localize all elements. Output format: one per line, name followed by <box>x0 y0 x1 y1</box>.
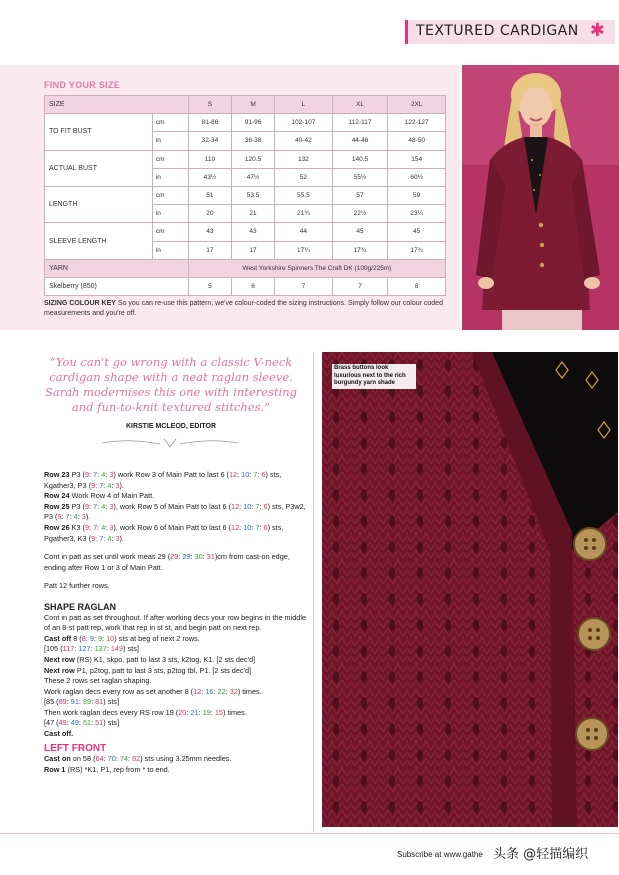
patt-12: Patt 12 further rows. <box>44 581 110 591</box>
yarn-name: West Yorkshire Spinners The Craft DK (100g/225m) <box>188 259 445 277</box>
table-row <box>45 150 446 168</box>
value-cell: 55½ <box>332 168 388 186</box>
value-cell: 20 <box>188 205 231 223</box>
size-col-2xl: 2XL <box>388 96 446 114</box>
value-cell: 45 <box>332 223 388 241</box>
value-cell: 154 <box>388 150 446 168</box>
value-cell: 7 <box>275 277 333 295</box>
value-cell: 8 <box>388 277 446 295</box>
next-row-2: Next row P1, p2tog, patt to last 3 sts, p2tog tbl, P1. [2 sts dec'd] <box>44 665 252 675</box>
sts-85: [85 (89: 91: 89: 81) sts] <box>44 697 120 707</box>
value-cell: 17¾ <box>332 241 388 259</box>
value-cell: 122-127 <box>388 114 446 132</box>
row-1: Row 1 (RS) *K1, P1, rep from * to end. <box>44 764 170 774</box>
row-23: Row 23 P3 (9: 7: 4: 3) work Row 3 of Main Patt to last 6 (12: 10: 7: 6) sts, Kgather3, P3 (9: 7: 4: 3). <box>44 470 282 490</box>
value-cell: 43½ <box>188 168 231 186</box>
value-cell: 57 <box>332 186 388 204</box>
value-cell: 102-107 <box>275 114 333 132</box>
value-cell: 21¾ <box>275 205 333 223</box>
find-size-heading: FIND YOUR SIZE <box>44 80 121 90</box>
knit-detail-illustration <box>322 352 618 827</box>
value-cell: 120.5 <box>231 150 274 168</box>
value-cell: 44-46 <box>332 132 388 150</box>
quote-attribution: KIRSTIE MCLEOD, EDITOR <box>125 423 217 430</box>
size-header-row <box>45 96 446 114</box>
cast-on-row: Cast on on 58 (64: 70: 74: 82) sts using 3.25mm needles. <box>44 754 232 764</box>
value-cell: 43 <box>231 223 274 241</box>
value-cell: 7 <box>332 277 388 295</box>
value-cell: 140.5 <box>332 150 388 168</box>
value-cell: 43 <box>188 223 231 241</box>
row-24: Row 24 Work Row 4 of Main Patt. <box>44 491 155 501</box>
key-text: So you can re-use this pattern, we've colour-coded the sizing instructions. Simply follow our colour coded measurements and you're off. <box>44 300 443 317</box>
row-label-bust: TO FIT BUST <box>45 114 153 150</box>
value-cell: 40-42 <box>275 132 333 150</box>
value-cell: 51 <box>188 186 231 204</box>
table-row <box>45 223 446 241</box>
shade-row <box>45 277 446 295</box>
value-cell: 17 <box>231 241 274 259</box>
footer-subscribe[interactable]: Subscribe at www.gathe <box>397 850 483 859</box>
size-col-label: SIZE <box>45 96 189 114</box>
row-label: Row 24 <box>44 491 70 501</box>
value-cell: 17¾ <box>388 241 446 259</box>
value-cell: 52 <box>275 168 333 186</box>
value-cell: 91-96 <box>231 114 274 132</box>
unit-cell: in <box>152 205 188 223</box>
detail-photo <box>322 352 618 827</box>
unit-cell: in <box>152 132 188 150</box>
value-cell: 32-34 <box>188 132 231 150</box>
value-cell: 21 <box>231 205 274 223</box>
these-2-rows: These 2 rows set raglan shaping. <box>44 676 152 686</box>
shade-label: Skelberry (850) <box>45 277 189 295</box>
row-label: Row 25 <box>44 501 70 511</box>
value-cell: 110 <box>188 150 231 168</box>
sts-47: [47 (49: 49: 51: 51) sts] <box>44 718 120 728</box>
unit-cell: cm <box>152 186 188 204</box>
value-cell: 53.5 <box>231 186 274 204</box>
value-cell: 45 <box>388 223 446 241</box>
cast-off-end: Cast off. <box>44 729 74 739</box>
value-cell: 60½ <box>388 168 446 186</box>
watermark: 头条 @轻描编织 <box>493 847 589 862</box>
value-cell: 22½ <box>332 205 388 223</box>
model-photo <box>462 65 619 330</box>
value-cell: 48-50 <box>388 132 446 150</box>
value-cell: 132 <box>275 150 333 168</box>
value-cell: 5 <box>188 277 231 295</box>
size-col-s: S <box>188 96 231 114</box>
value-cell: 17¼ <box>275 241 333 259</box>
work-raglan: Work raglan decs every row as set another 8 (12: 16: 22: 32) times. <box>44 686 262 696</box>
row-26: Row 26 K3 (9: 7: 4: 3), work Row 6 of Main Patt to last 6 (12: 10: 7: 6) sts, Pgather3, K3 (9: 7: 4: 3). <box>44 522 284 543</box>
flourish-divider <box>100 436 240 450</box>
row-label-actual-bust: ACTUAL BUST <box>45 150 153 186</box>
row-label: Row 26 <box>44 522 70 532</box>
value-cell: 81-86 <box>188 114 231 132</box>
left-front-heading: LEFT FRONT <box>44 742 107 754</box>
yarn-label: YARN <box>45 259 189 277</box>
size-col-m: M <box>231 96 274 114</box>
shape-raglan-heading: SHAPE RAGLAN <box>44 601 117 612</box>
unit-cell: in <box>152 168 188 186</box>
row-25: Row 25 P3 (9: 7: 4: 3), work Row 5 of Main Patt to last 6 (12: 10: 7: 6) sts, P3w2, P3 (9: 7: 4: 3). <box>44 501 306 522</box>
size-table <box>44 95 446 296</box>
value-cell: 36-38 <box>231 132 274 150</box>
page-title: TEXTURED CARDIGAN <box>416 23 579 39</box>
row-label-sleeve: SLEEVE LENGTH <box>45 223 153 259</box>
raglan-intro: Cont in patt as set throughout. If after working decs your row begins in the middle of an 8-st patt rep, work that rep in st st, and begin patt on next rep. <box>44 612 307 633</box>
then-raglan: Then work raglan decs every RS row 19 (20: 21: 19: 15) times. <box>44 707 247 717</box>
unit-cell: cm <box>152 150 188 168</box>
size-col-l: L <box>275 96 333 114</box>
value-cell: 6 <box>231 277 274 295</box>
model-illustration <box>462 65 619 330</box>
yarn-row <box>45 259 446 277</box>
sizing-colour-key <box>44 299 444 319</box>
photo-caption: Brass buttons look luxurious next to the rich burgundy yarn shade <box>332 364 416 389</box>
sts-105: [105 (117: 127: 137: 149) sts] <box>44 644 139 654</box>
unit-cell: cm <box>152 114 188 132</box>
key-title: SIZING COLOUR KEY <box>44 300 116 307</box>
value-cell: 59 <box>388 186 446 204</box>
pattern-instructions <box>44 470 309 775</box>
value-cell: 47½ <box>231 168 274 186</box>
size-col-xl: XL <box>332 96 388 114</box>
row-label: Row 23 <box>44 470 70 479</box>
unit-cell: in <box>152 241 188 259</box>
column-divider <box>313 352 314 832</box>
value-cell: 55.5 <box>275 186 333 204</box>
row-label-length: LENGTH <box>45 186 153 222</box>
value-cell: 112-117 <box>332 114 388 132</box>
star-icon: ✱ <box>589 20 605 40</box>
value-cell: 44 <box>275 223 333 241</box>
editor-quote: “You can't go wrong with a classic V-neck cardigan shape with a neat raglan sleeve. Sarah modernises this one with interesting and fun-to-knit textured stitches.” <box>44 355 298 414</box>
next-row-1: Next row (RS) K1, skpo, patt to last 3 sts, k2tog, K1. [2 sts dec'd] <box>44 654 256 664</box>
unit-cell: cm <box>152 223 188 241</box>
footer-rule <box>0 833 619 834</box>
cast-off-row: Cast off 8 (8: 9: 9: 10) sts at beg of next 2 rows. <box>44 633 200 643</box>
table-row <box>45 186 446 204</box>
title-banner <box>405 20 615 44</box>
cont-patt: Cont in patt as set until work meas 29 (29: 29: 30: 31)cm from cast-on edge, ending after Row 1 or 3 of Main Patt. <box>44 552 290 572</box>
value-cell: 17 <box>188 241 231 259</box>
value-cell: 23¼ <box>388 205 446 223</box>
table-row <box>45 114 446 132</box>
